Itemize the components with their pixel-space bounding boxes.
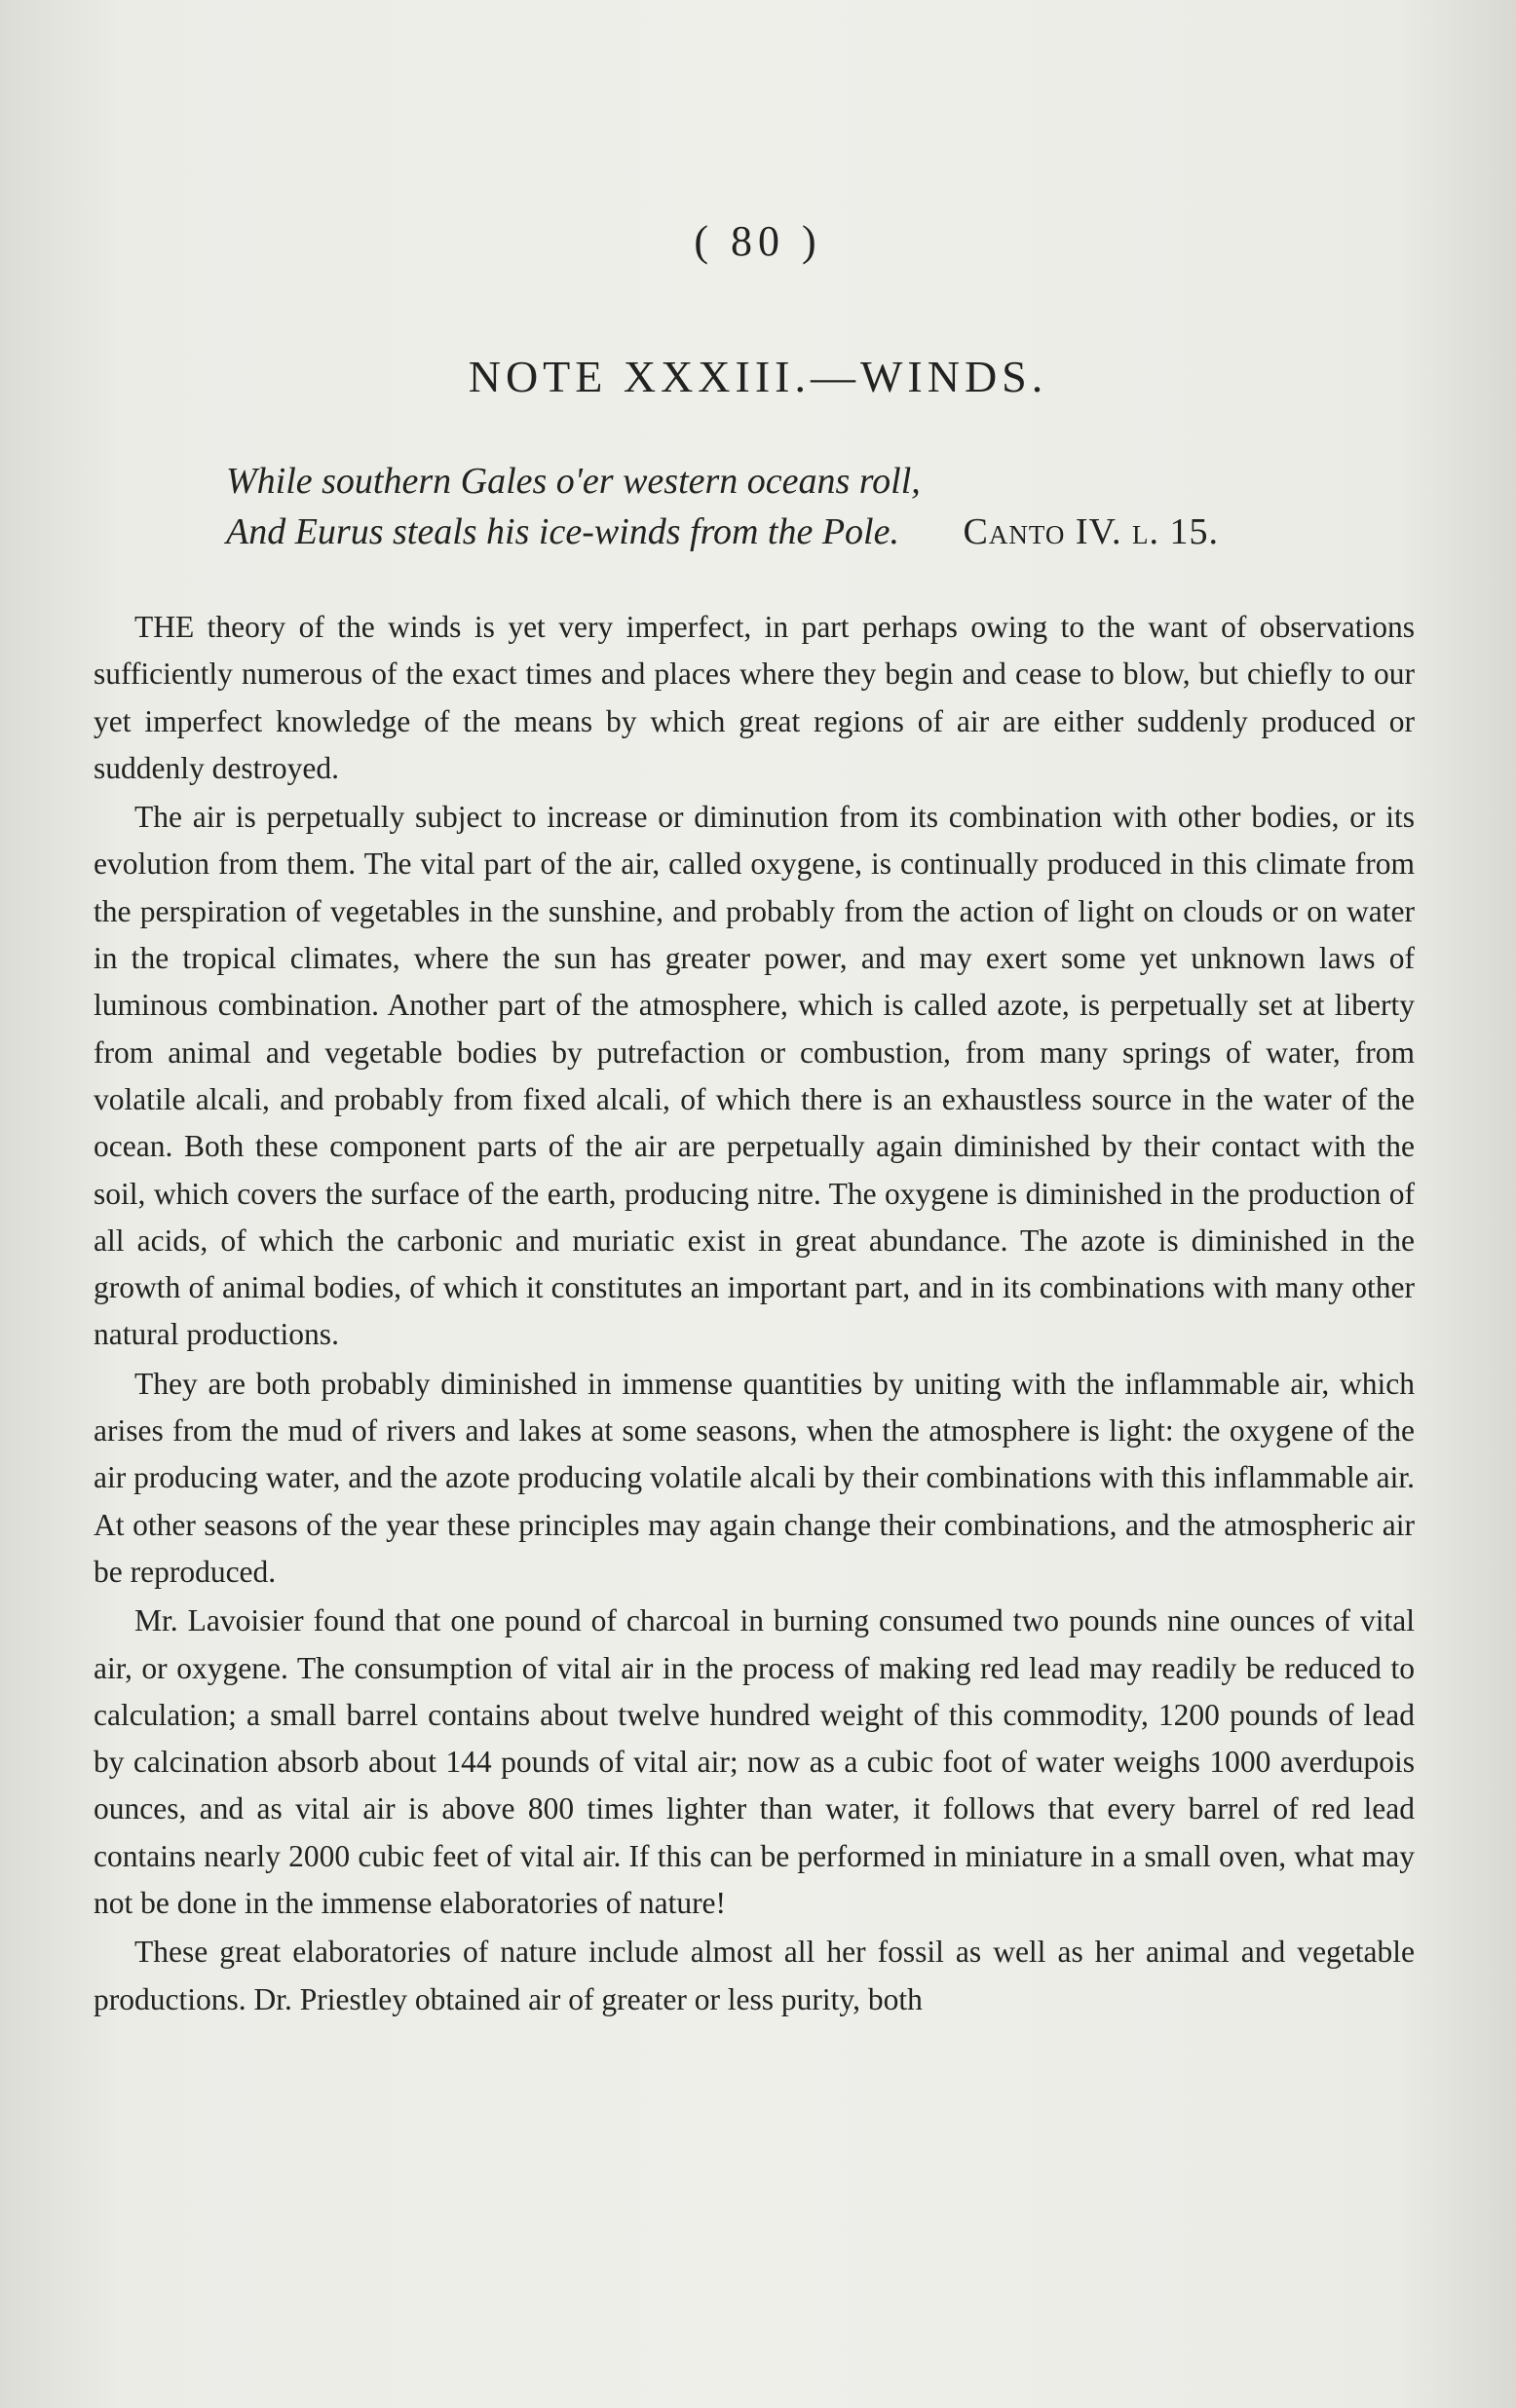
paragraph-2: The air is perpetually subject to increase or diminution from its combination with other bodies, or its evolution from them. The vital part of the air, called oxygene, is continually produced in this climate from the perspiration of vegetables in the sunshine, and probably from the action of light on clouds or on water in the tropical climates, where the sun has greater power, and may exert some yet unknown laws of luminous combination. Another part of the atmosphere, which is called azote, is perpetually set at liberty from animal and vegetable bodies by putrefaction or combustion, from many springs of water, from volatile alcali, and probably from fixed alcali, of which there is an exhaustless source in the water of the ocean. Both these component parts of the air are perpetually again diminished by their contact with the soil, which covers the surface of the earth, producing nitre. The oxygene is diminished in the production of all acids, of which the carbonic and muriatic exist in great abundance. The azote is diminished in the growth of animal bodies, of which it constitutes an important part, and in its combinations with many other natural productions. — [94, 800, 1415, 1352]
paragraph-1: THE theory of the winds is yet very imperfect, in part perhaps owing to the want of observations sufficiently numerous of the exact times and places where they begin and cease to blow, but chiefly to our yet imperfect knowledge of the means by which great regions of air are either suddenly produced or suddenly destroyed. — [94, 610, 1415, 785]
epigraph-line-2 — [226, 507, 1395, 557]
epigraph-citation: Canto IV. l. 15. — [963, 511, 1220, 552]
note-title: NOTE XXXIII.—WINDS. — [468, 352, 1048, 401]
epigraph-verse-1: While southern Gales o'er western oceans roll, — [226, 461, 921, 502]
page-number: ( 80 ) — [694, 217, 822, 265]
epigraph-line-1 — [226, 456, 1395, 507]
epigraph — [226, 456, 1395, 557]
paragraph-4: Mr. Lavoisier found that one pound of charcoal in burning consumed two pounds nine ounces of vital air, or oxygene. The consumption of vital air in the process of making red lead may readily be reduced to calculation; a small barrel contains about twelve hundred weight of this commodity, 1200 pounds of lead by calcination absorb about 144 pounds of vital air; now as a cubic foot of water weighs 1000 averdupois ounces, and as vital air is above 800 times lighter than water, it follows that every barrel of red lead contains nearly 2000 cubic feet of vital air. If this can be performed in miniature in a small oven, what may not be done in the immense elaboratories of nature! — [94, 1603, 1415, 1921]
paragraph-5: These great elaboratories of nature include almost all her fossil as well as her animal and vegetable productions. Dr. Priestley obtained air of greater or less purity, both — [94, 1935, 1415, 2016]
epigraph-verse-2: And Eurus steals his ice-winds from the Pole. — [226, 511, 899, 552]
paragraph-3: They are both probably diminished in immense quantities by uniting with the inflammable air, which arises from the mud of rivers and lakes at some seasons, when the atmosphere is light: the oxygene of the air producing water, and the azote producing volatile alcali by their combinations with this inflammable air. At other seasons of the year these principles may again change their combinations, and the atmospheric air be reproduced. — [94, 1366, 1415, 1589]
body-text — [94, 604, 1415, 2025]
